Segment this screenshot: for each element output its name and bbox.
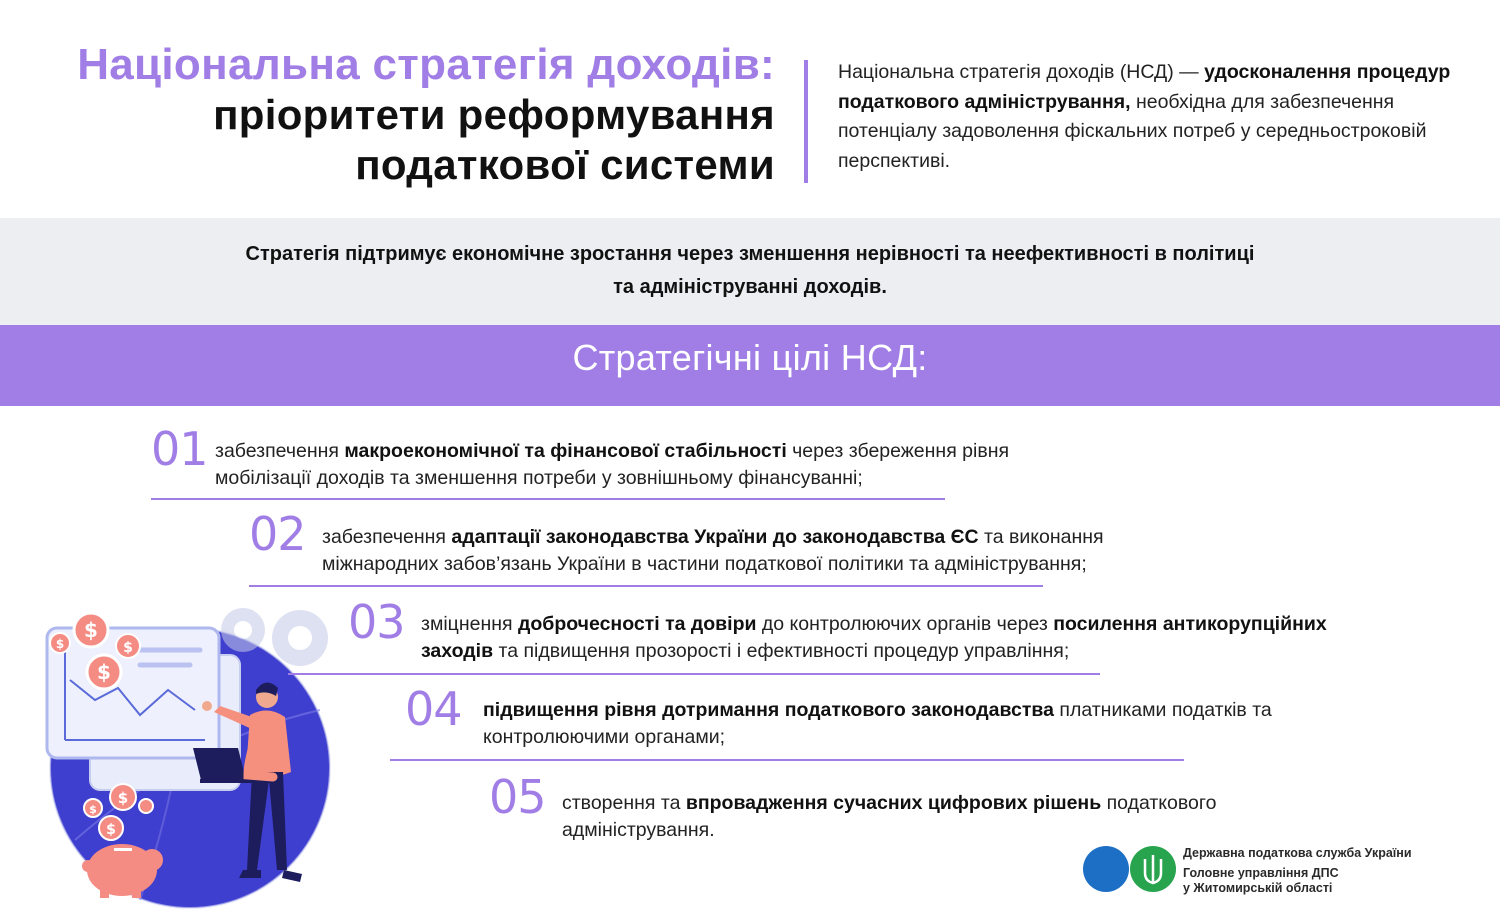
banner-line-2: та адмініструванні доходів.: [613, 276, 887, 298]
svg-text:$: $: [123, 640, 133, 656]
org-line-2: Головне управління ДПС: [1183, 866, 1339, 880]
goal-number: 05: [489, 770, 546, 824]
intro-bold: удосконалення процедур податкового адміністрування,: [838, 61, 1451, 113]
svg-text:$: $: [55, 637, 65, 651]
org-line-1: Державна податкова служба України: [1183, 846, 1412, 860]
intro-part-2: необхідна для забезпечення потенціалу задоволення фіскальних потреб у середньостроковій перспективі.: [838, 90, 1427, 172]
goal-text: зміцнення доброчесності та довіри до контролюючих органів через посилення антикорупційних заходів та підвищення прозорості і ефективності процедур управління;: [421, 613, 1327, 662]
section-title: Стратегічні цілі НСД:: [572, 337, 928, 378]
org-name: [1183, 846, 1412, 896]
goal-underline: [288, 673, 1100, 675]
goal-number: 01: [151, 422, 208, 476]
title-divider: [804, 60, 808, 183]
intro-text: [838, 58, 1488, 176]
org-line-3: у Житомирській області: [1183, 881, 1333, 895]
dps-logo-icon: [1083, 846, 1129, 892]
goal-text: забезпечення макроекономічної та фінансової стабільності через збереження рівня мобілізації доходів та зменшення потреби у зовнішньому фінансуванні;: [215, 440, 1010, 489]
strategy-banner: [0, 218, 1500, 325]
svg-text:$: $: [84, 618, 98, 642]
goal-underline: [390, 759, 1184, 761]
goal-text: забезпечення адаптації законодавства України до законодавства ЄС та виконання міжнародних забов’язань України в частини податкової політики та адміністрування;: [322, 526, 1104, 575]
intro-part-1: Національна стратегія доходів (НСД) —: [838, 61, 1205, 83]
section-header: [0, 325, 1500, 406]
title-line-2: пріоритети реформування: [213, 91, 775, 138]
goal-number: 04: [405, 682, 462, 736]
svg-text:$: $: [117, 789, 129, 807]
goal-underline: [151, 498, 945, 500]
title-line-1: Національна стратегія доходів:: [77, 40, 775, 89]
goal-number: 02: [249, 507, 306, 561]
goal-text: створення та впровадження сучасних цифрових рішень податкового адміністрування.: [562, 792, 1217, 841]
page-title: [77, 40, 775, 190]
svg-text:$: $: [89, 803, 97, 816]
svg-text:$: $: [106, 822, 116, 838]
banner-line-1: Стратегія підтримує економічне зростання через зменшення нерівності та неефективності в політиці: [245, 243, 1255, 265]
title-line-3: податкової системи: [355, 141, 775, 188]
goal-underline: [249, 585, 1043, 587]
goal-number: 03: [348, 595, 405, 649]
goal-text: підвищення рівня дотримання податкового законодавства платниками податків та контролюючими органами;: [483, 699, 1272, 748]
svg-text:$: $: [97, 660, 111, 684]
finance-illustration: [0, 590, 345, 910]
org-logos: [1083, 843, 1178, 895]
